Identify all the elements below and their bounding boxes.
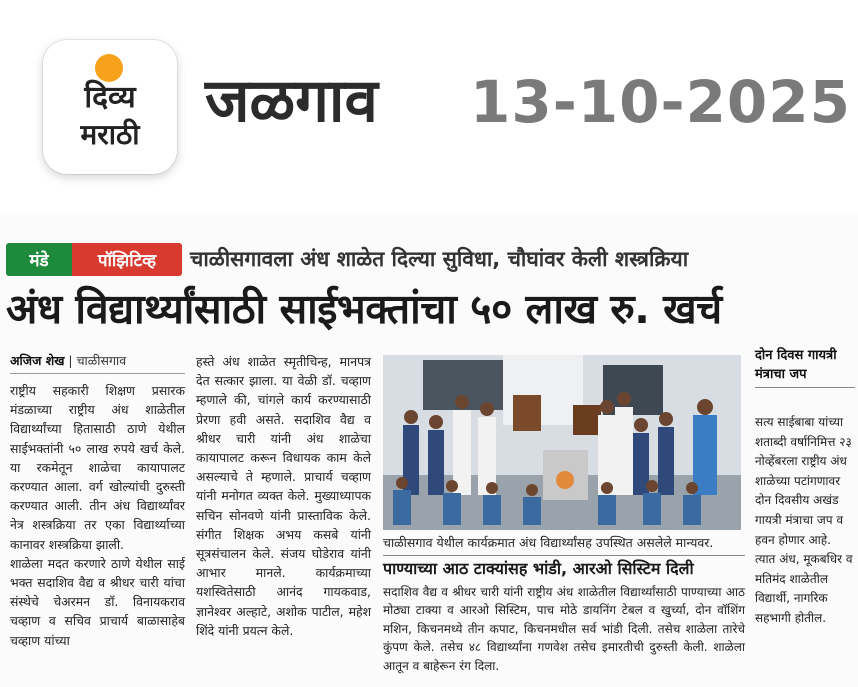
divya-marathi-logo bbox=[43, 40, 177, 174]
newspaper-clipping bbox=[0, 215, 858, 687]
main-headline: अंध विद्यार्थ्यांसाठी साईभक्तांचा ५० लाख रु. खर्च bbox=[6, 285, 722, 333]
section-kicker bbox=[6, 243, 182, 276]
group-photo-image bbox=[383, 355, 741, 530]
kicker-positive: पॉझिटिव्ह bbox=[72, 243, 182, 276]
byline bbox=[10, 352, 185, 374]
edition-date: 13-10-2025 bbox=[470, 68, 851, 136]
kicker-headline: चाळीसगावला अंध शाळेत दिल्या सुविधा, चौघांवर केली शस्त्रक्रिया bbox=[190, 247, 689, 271]
sun-icon bbox=[95, 54, 123, 82]
sidebar-paragraph: सत्य साईबाबा यांच्या शताब्दी वर्षानिमित्त २३ नोव्हेंबरला राष्ट्रीय अंध शाळेच्या पटांगणावर दोन दिवसीय अखंड गायत्री मंत्राचा जप व हवन होणार आहे. त्यात अंध, मूकबधिर व मतिमंद शाळेतील विद्यार्थी, नागरिक सहभागी होतील. bbox=[755, 415, 853, 625]
article-column-1 bbox=[10, 381, 185, 650]
event-photo bbox=[383, 355, 741, 530]
page-header bbox=[0, 0, 858, 200]
photo-caption: चाळीसगाव येथील कार्यक्रमात अंध विद्यार्थ्यांसह उपस्थित असलेले मान्यवर. bbox=[383, 533, 745, 556]
logo-line2: मराठी bbox=[80, 118, 140, 151]
article-column-3 bbox=[383, 583, 745, 675]
column3-paragraph: सदाशिव वैद्य व श्रीधर चारी यांनी राष्ट्रीय अंध शाळेतील विद्यार्थ्यांसाठी पाण्याच्या आठ मोठ्या टाक्या व आरओ सिस्टिम, पाच मोठे डायनिंग टेबल व खुर्च्या, दोन वॉशिंग मशिन, किचनमध्ये तीन कपाट, किचनमधील सर्व भांडी दिली. तसेच शाळेला तारेचे कुंपण केले. तसेच ४८ विद्यार्थ्यांना गणवेश तसेच इमारतीची दुरुस्ती केली. शाळेला आतून व बाहेरून रंग दिला. bbox=[383, 585, 745, 673]
column1-paragraph: राष्ट्रीय सहकारी शिक्षण प्रसारक मंडळाच्या राष्ट्रीय अंध शाळेतील विद्यार्थ्यांच्या हितासाठी ठाणे येथील साईभक्तांनी ५० लाख रुपये खर्च केले. या रकमेतून शाळेचा कायापालट करण्यात आला. वर्ग खोल्यांची दुरुस्ती करण्यात आली. तीन अंध विद्यार्थ्यांवर नेत्र शस्त्रक्रिया तर एका विद्यार्थ्याच्या कानावर शस्त्रक्रिया झाली. bbox=[10, 383, 185, 552]
column2-paragraph: हस्ते अंध शाळेत स्मृतीचिन्ह, मानपत्र देत सत्कार झाला. या वेळी डॉ. चव्हाण म्हणाले की, चांगले कार्य करण्यासाठी प्रेरणा हवी असते. सदाशिव वैद्य व श्रीधर चारी यांनी अंध शाळेचा कायापालट करून विधायक काम केले असल्याचे ते म्हणाले. प्राचार्य चव्हाण यांनी मनोगत व्यक्त केले. मुख्याध्यापक सचिन सोनवणे यांनी प्रास्ताविक केले. संगीत शिक्षक अभय कसबे यांनी सूत्रसंचालन केले. संजय घोडेराव यांनी आभार मानले. कार्यक्रमाच्या यशस्वितेसाठी आनंद गायकवाड, ज्ञानेश्वर अल्हाटे, अशोक पाटील, महेश शिंदे यांनी प्रयत्न केले. bbox=[196, 354, 371, 638]
column1-paragraph: शाळेला मदत करणारे ठाणे येथील साई भक्त सदाशिव वैद्य व श्रीधर चारी यांचा संस्थेचे चेअरमन डॉ. विनायकराव चव्हाण व सचिव प्राचार्य बाळासाहेब चव्हाण यांच्या bbox=[10, 555, 185, 648]
city-title: जळगाव bbox=[205, 66, 378, 136]
logo-line1: दिव्य bbox=[84, 80, 136, 115]
byline-author: अजिज शेख bbox=[10, 353, 65, 368]
kicker-monday: मंडे bbox=[6, 243, 72, 276]
sidebar-text bbox=[755, 413, 855, 629]
sidebar-headline: दोन दिवस गायत्री मंत्राचा जप bbox=[755, 346, 855, 388]
sub-headline: पाण्याच्या आठ टाक्यांसह भांडी, आरओ सिस्टिम दिली bbox=[383, 559, 694, 578]
byline-location: | चाळीसगाव bbox=[64, 353, 127, 368]
article-column-2 bbox=[196, 352, 371, 640]
